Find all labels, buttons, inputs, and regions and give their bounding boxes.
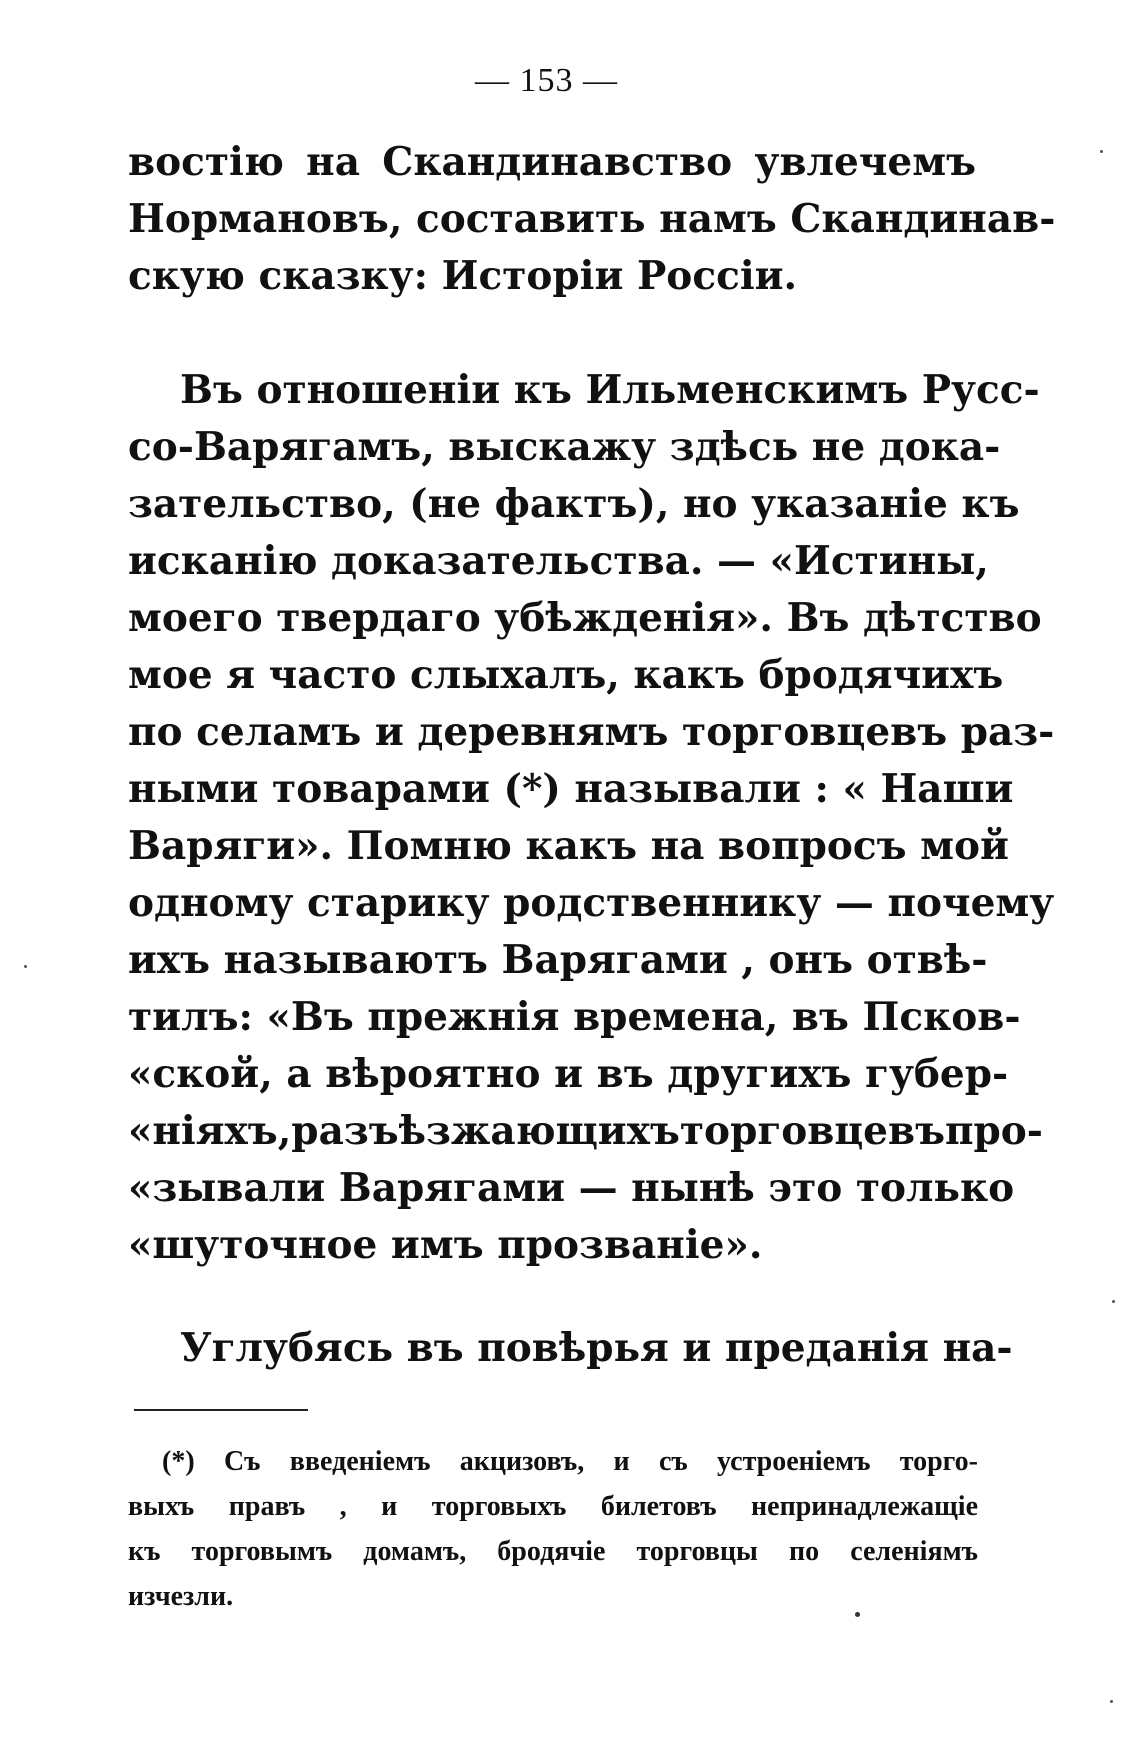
text-line: со-Варягамъ, выскажу здѣсь не дока-	[128, 424, 1001, 470]
page-number: — 153 —	[475, 62, 618, 99]
text-line: Нормановъ, составить намъ Скандинав-	[128, 196, 1056, 242]
text-line: мое я часто слыхалъ, какъ бродячихъ	[128, 652, 1004, 698]
text-line: одному старику родственнику — почему	[128, 880, 1055, 926]
footnote-line: выхъ правъ , и торговыхъ билетовъ непринадлежащіе	[128, 1491, 978, 1522]
print-speck	[1100, 150, 1103, 153]
footnote-line: (*) Съ введеніемъ акцизовъ, и съ устроеніемъ торго-	[162, 1446, 978, 1477]
text-line: моего твердаго убѣжденія». Въ дѣтство	[128, 595, 1042, 641]
paragraph-3	[128, 1320, 1013, 1377]
paragraph-2	[128, 362, 1055, 1274]
text-line: скую сказку: Исторіи Россіи.	[128, 253, 798, 299]
footnote-divider	[134, 1409, 308, 1411]
text-line: «ніяхъ,разъѣзжающихъторговцевъпро-	[128, 1108, 1043, 1154]
text-line: «зывали Варягами — нынѣ это только	[128, 1165, 1015, 1211]
text-line: по селамъ и деревнямъ торговцевъ раз-	[128, 709, 1055, 755]
footnote-line: къ торговымъ домамъ, бродячіе торговцы по селеніямъ	[128, 1536, 978, 1567]
text-line: Углубясь въ повѣрья и преданія на-	[180, 1325, 1013, 1371]
text-line: Варяги». Помню какъ на вопросъ мой	[128, 823, 1009, 869]
footnote-line: изчезли.	[128, 1581, 234, 1612]
text-line: востію на Скандинавство увлечемъ	[128, 139, 976, 185]
text-line: зательство, (не фактъ), но указаніе къ	[128, 481, 1020, 527]
paragraph-1	[128, 134, 1056, 305]
print-speck	[24, 965, 27, 968]
text-line: ными товарами (*) называли : « Наши	[128, 766, 1014, 812]
print-speck	[1110, 1700, 1113, 1703]
text-line: «шуточное имъ прозваніе».	[128, 1222, 763, 1268]
text-line: исканію доказательства. — «Истины,	[128, 538, 989, 584]
text-line: Въ отношеніи къ Ильменскимъ Русс-	[180, 367, 1040, 413]
text-line: тилъ: «Въ прежнія времена, въ Псков-	[128, 994, 1021, 1040]
print-speck	[1112, 1300, 1115, 1303]
print-speck	[855, 1612, 860, 1617]
text-line: «ской, а вѣроятно и въ другихъ губер-	[128, 1051, 1009, 1097]
text-line: ихъ называютъ Варягами , онъ отвѣ-	[128, 937, 988, 983]
footnote	[128, 1439, 978, 1619]
